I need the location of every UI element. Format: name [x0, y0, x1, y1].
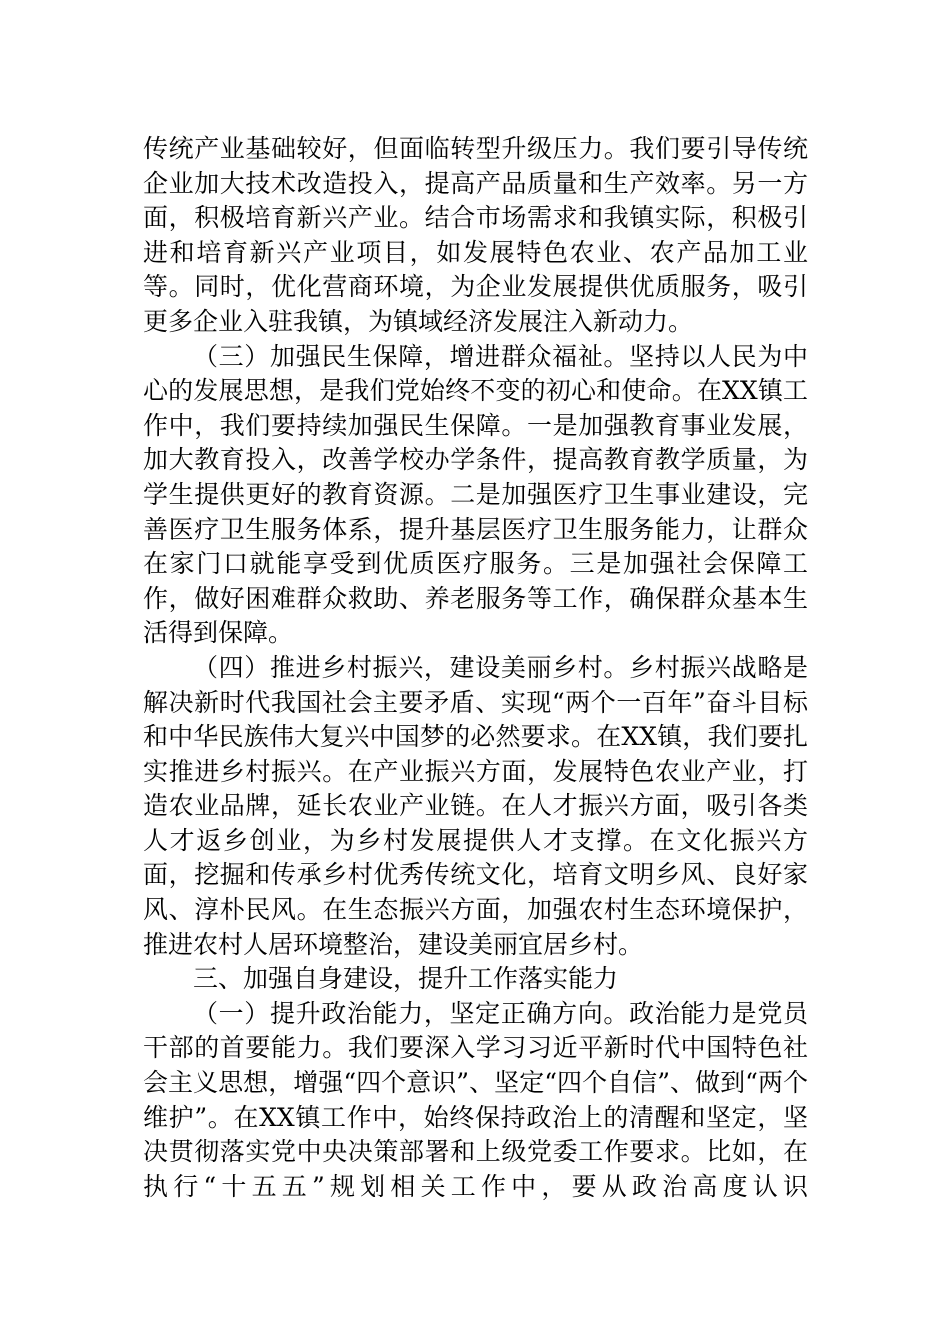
document-body — [143, 132, 808, 1204]
paragraph-rural-revitalization: （四）推进乡村振兴，建设美丽乡村。乡村振兴战略是解决新时代我国社会主要矛盾、实现“两个一百年”奋斗目标和中华民族伟大复兴中国梦的必然要求。在XX镇，我们要扎实推进乡村振兴。在产业振兴方面，发展特色农业产业，打造农业品牌，延长农业产业链。在人才振兴方面，吸引各类人才返乡创业，为乡村发展提供人才支撑。在文化振兴方面，挖掘和传承乡村优秀传统文化，培育文明乡风、良好家风、淳朴民风。在生态振兴方面，加强农村生态环境保护，推进农村人居环境整治，建设美丽宜居乡村。 — [143, 652, 808, 959]
paragraph-livelihood-security: （三）加强民生保障，增进群众福祉。坚持以人民为中心的发展思想，是我们党始终不变的初心和使命。在XX镇工作中，我们要持续加强民生保障。一是加强教育事业发展，加大教育投入，改善学校办学条件，提高教育教学质量，为学生提供更好的教育资源。二是加强医疗卫生事业建设，完善医疗卫生服务体系，提升基层医疗卫生服务能力，让群众在家门口就能享受到优质医疗服务。三是加强社会保障工作，做好困难群众救助、养老服务等工作，确保群众基本生活得到保障。 — [143, 341, 808, 648]
section-heading-self-building: 三、加强自身建设，提升工作落实能力 — [193, 964, 619, 994]
paragraph-industry-transformation: 传统产业基础较好，但面临转型升级压力。我们要引导传统企业加大技术改造投入，提高产品质量和生产效率。另一方面，积极培育新兴产业。结合市场需求和我镇实际，积极引进和培育新兴产业项目，如发展特色农业、农产品加工业等。同时，优化营商环境，为企业发展提供优质服务，吸引更多企业入驻我镇，为镇域经济发展注入新动力。 — [143, 134, 808, 336]
paragraph-political-capability: （一）提升政治能力，坚定正确方向。政治能力是党员干部的首要能力。我们要深入学习习近平新时代中国特色社会主义思想，增强“四个意识”、坚定“四个自信”、做到“两个维护”。在XX镇工作中，始终保持政治上的清醒和坚定，坚决贯彻落实党中央决策部署和上级党委工作要求。比如，在执行“十五五”规划相关工作中，要从政治高度认识 — [143, 998, 808, 1201]
